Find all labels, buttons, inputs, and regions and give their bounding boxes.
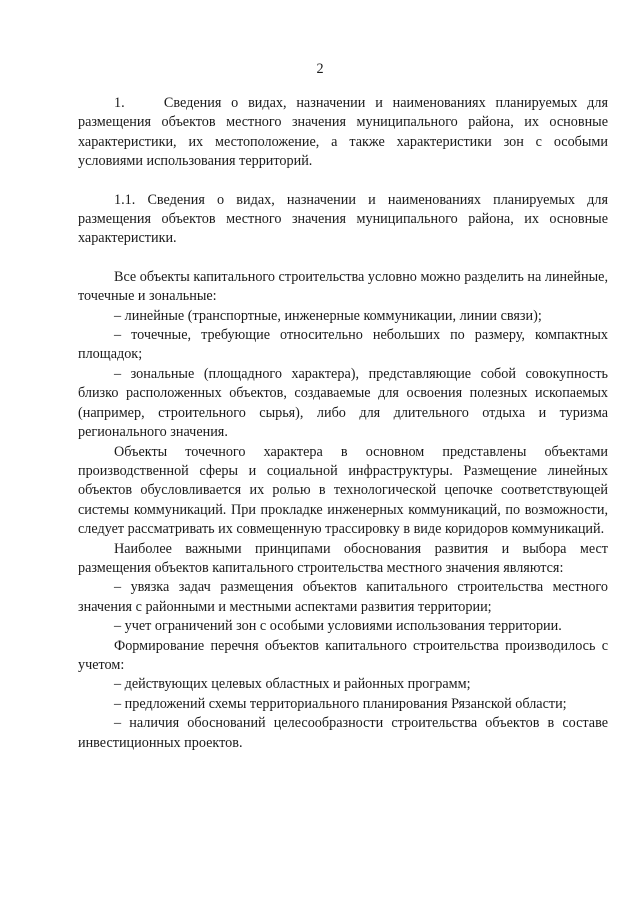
list-item-linking-tasks: – увязка задач размещения объектов капитального строительства местного значения с районными и местными аспектами развития территории; — [78, 579, 608, 615]
spacer — [78, 172, 608, 191]
paragraph-list-formation: Формирование перечня объектов капитального строительства производилось с учетом: — [78, 637, 608, 673]
spacer — [78, 249, 608, 268]
paragraph-principles: Наиболее важными принципами обоснования развития и выбора мест размещения объектов капитального строительства местного значения являются: — [78, 540, 608, 576]
list-item-programs: – действующих целевых областных и районных программ; — [114, 676, 471, 693]
document-body — [78, 94, 608, 753]
list-item-linear: – линейные (транспортные, инженерные коммуникации, линии связи); — [114, 307, 542, 324]
list-item-zonal: – зональные (площадного характера), представляющие собой совокупность близко расположенных объектов, создаваемые для освоения полезных ископаемых (например, строительного сырья), либо для длительного отдыха и туризма регионального значения. — [78, 365, 608, 441]
page-number: 2 — [316, 61, 324, 77]
section-1-heading: 1. Сведения о видах, назначении и наименованиях планируемых для размещения объектов местного значения муниципального района, их основные характеристики, их местоположение, а также характеристики зон с особыми условиями использования территорий. — [78, 95, 608, 170]
list-item-restrictions: – учет ограничений зон с особыми условиями использования территории. — [114, 618, 562, 635]
section-1-1-heading: 1.1. Сведения о видах, назначении и наименованиях планируемых для размещения объектов местного значения муниципального района, их основные характеристики. — [78, 191, 608, 247]
paragraph-object-types: Все объекты капитального строительства условно можно разделить на линейные, точечные и зональные: — [78, 268, 608, 305]
list-item-justification: – наличия обоснований целесообразности строительства объектов в составе инвестиционных проектов. — [78, 715, 608, 751]
list-item-scheme: – предложений схемы территориального планирования Рязанской области; — [114, 695, 567, 712]
paragraph-point-objects: Объекты точечного характера в основном представлены объектами производственной сферы и социальной инфраструктуры. Размещение линейных объектов обусловливается их ролью в технологической цепочке соответствующей системы коммуникаций. При прокладке инженерных коммуникаций, по возможности, следует рассматривать их совмещенную трассировку в виде коридоров коммуникаций. — [78, 443, 608, 538]
list-item-point: – точечные, требующие относительно небольших по размеру, компактных площадок; — [78, 327, 608, 363]
